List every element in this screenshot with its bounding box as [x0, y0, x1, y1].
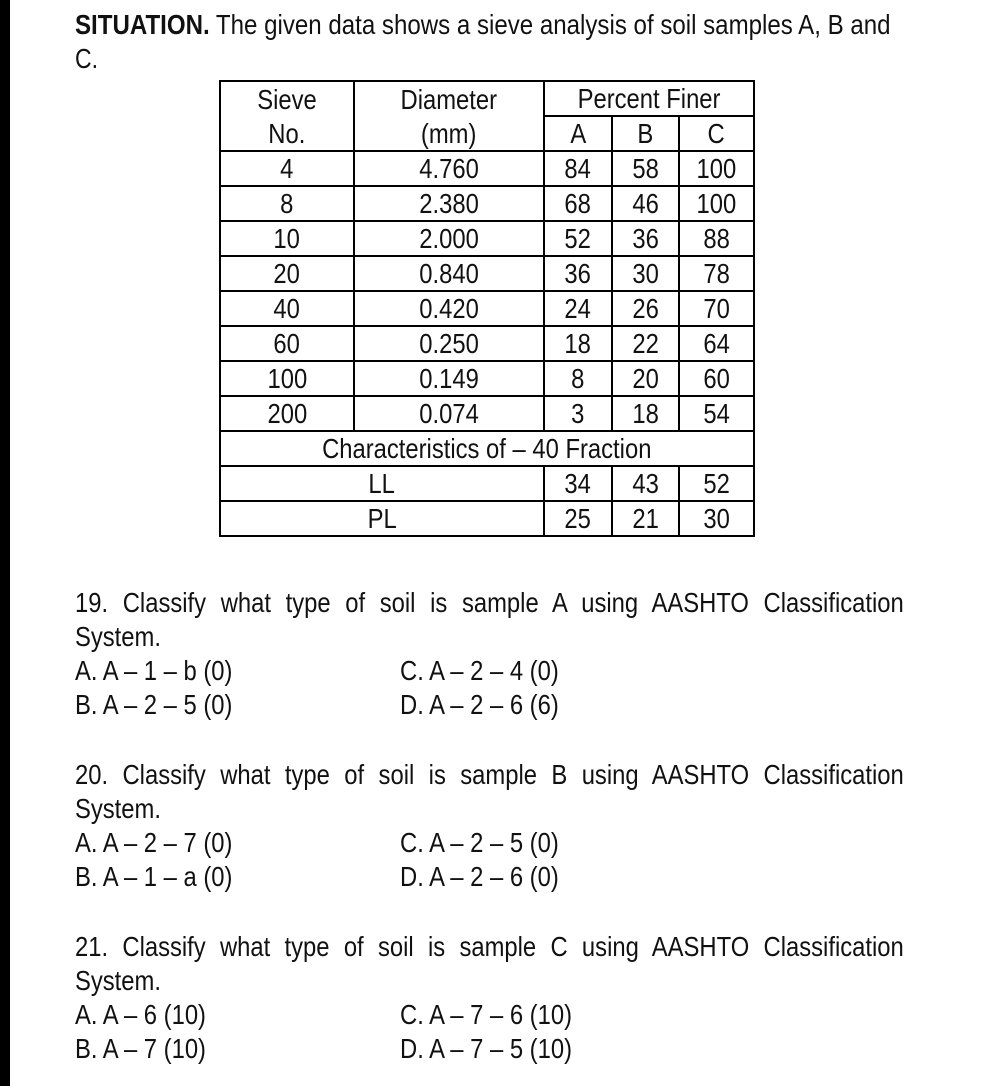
table-cell-a: 18 — [544, 326, 612, 361]
table-row — [220, 186, 754, 221]
table-cell-sieve: 10 — [220, 221, 354, 256]
table-cell-c: 100 — [679, 186, 754, 221]
question-21 — [75, 930, 905, 998]
table-cell-diameter: 2.000 — [354, 221, 544, 256]
table-cell-a: 84 — [544, 151, 612, 186]
pl-a: 25 — [544, 501, 612, 536]
question-20-option-a[interactable]: A. A – 2 – 7 (0) — [75, 827, 233, 858]
ll-a: 34 — [544, 466, 612, 501]
question-21-stem: 21. Classify what type of soil is sample C using AASHTO Classification — [75, 931, 904, 962]
table-cell-c: 78 — [679, 256, 754, 291]
table-cell-c: 100 — [679, 151, 754, 186]
table-cell-a: 24 — [544, 291, 612, 326]
table-row — [220, 151, 754, 186]
table-cell-sieve: 8 — [220, 186, 354, 221]
question-19-option-c[interactable]: C. A – 2 – 4 (0) — [400, 655, 559, 686]
table-cell-a: 8 — [544, 361, 612, 396]
question-20 — [75, 758, 905, 826]
situation-lead: SITUATION. — [75, 9, 210, 40]
pl-c: 30 — [679, 501, 754, 536]
header-col-c: C — [679, 116, 754, 151]
table-cell-b: 58 — [612, 151, 679, 186]
table-row — [220, 326, 754, 361]
table-cell-sieve: 100 — [220, 361, 354, 396]
table-cell-diameter: 0.250 — [354, 326, 544, 361]
question-20-option-b[interactable]: B. A – 1 – a (0) — [75, 861, 233, 892]
header-diameter-line1: Diameter — [354, 81, 544, 116]
table-row — [220, 361, 754, 396]
table-cell-c: 64 — [679, 326, 754, 361]
table-row — [220, 221, 754, 256]
table-cell-sieve: 40 — [220, 291, 354, 326]
question-21-option-d[interactable]: D. A – 7 – 5 (10) — [400, 1033, 572, 1064]
ll-c: 52 — [679, 466, 754, 501]
header-diameter-line2: (mm) — [354, 116, 544, 151]
header-col-b: B — [612, 116, 679, 151]
question-19-option-a[interactable]: A. A – 1 – b (0) — [75, 655, 233, 686]
table-cell-c: 60 — [679, 361, 754, 396]
table-cell-b: 18 — [612, 396, 679, 431]
table-cell-diameter: 0.149 — [354, 361, 544, 396]
question-19-stem: 19. Classify what type of soil is sample A using AASHTO Classification — [75, 587, 904, 618]
pl-row — [220, 501, 754, 536]
table-cell-b: 20 — [612, 361, 679, 396]
table-cell-b: 22 — [612, 326, 679, 361]
table-cell-diameter: 0.420 — [354, 291, 544, 326]
question-21-option-c[interactable]: C. A – 7 – 6 (10) — [400, 999, 572, 1030]
table-cell-diameter: 4.760 — [354, 151, 544, 186]
table-cell-sieve: 4 — [220, 151, 354, 186]
header-col-a: A — [544, 116, 612, 151]
table-cell-diameter: 2.380 — [354, 186, 544, 221]
table-cell-b: 26 — [612, 291, 679, 326]
table-cell-c: 54 — [679, 396, 754, 431]
table-cell-diameter: 0.840 — [354, 256, 544, 291]
table-cell-b: 30 — [612, 256, 679, 291]
situation-paragraph — [75, 8, 975, 76]
characteristics-label: Characteristics of – 40 Fraction — [220, 431, 754, 466]
situation-text-cont: C. — [75, 43, 98, 74]
pl-b: 21 — [612, 501, 679, 536]
question-20-option-d[interactable]: D. A – 2 – 6 (0) — [400, 861, 559, 892]
question-19 — [75, 586, 905, 654]
characteristics-row — [220, 431, 754, 466]
question-19-option-d[interactable]: D. A – 2 – 6 (6) — [400, 689, 559, 720]
table-cell-c: 88 — [679, 221, 754, 256]
question-20-stem-cont: System. — [75, 793, 161, 824]
table-cell-sieve: 200 — [220, 396, 354, 431]
table-cell-a: 3 — [544, 396, 612, 431]
ll-b: 43 — [612, 466, 679, 501]
header-sieve-line2: No. — [220, 116, 354, 151]
table-cell-a: 36 — [544, 256, 612, 291]
table-header-row-2 — [220, 116, 754, 151]
question-20-option-c[interactable]: C. A – 2 – 5 (0) — [400, 827, 559, 858]
header-percent-finer: Percent Finer — [544, 81, 754, 116]
left-edge-bar — [0, 0, 10, 1086]
question-20-stem: 20. Classify what type of soil is sample B using AASHTO Classification — [75, 759, 904, 790]
pl-label: PL — [220, 501, 544, 536]
situation-text: The given data shows a sieve analysis of soil samples A, B and — [215, 9, 891, 40]
table-cell-diameter: 0.074 — [354, 396, 544, 431]
table-row — [220, 396, 754, 431]
ll-row — [220, 466, 754, 501]
table-cell-c: 70 — [679, 291, 754, 326]
table-cell-sieve: 20 — [220, 256, 354, 291]
table-cell-sieve: 60 — [220, 326, 354, 361]
table-header-row-1 — [220, 81, 754, 116]
question-21-option-b[interactable]: B. A – 7 (10) — [75, 1033, 206, 1064]
table-cell-a: 68 — [544, 186, 612, 221]
question-19-stem-cont: System. — [75, 621, 161, 652]
table-row — [220, 291, 754, 326]
question-19-option-b[interactable]: B. A – 2 – 5 (0) — [75, 689, 233, 720]
table-cell-a: 52 — [544, 221, 612, 256]
ll-label: LL — [220, 466, 544, 501]
sieve-analysis-table — [219, 80, 755, 537]
question-21-option-a[interactable]: A. A – 6 (10) — [75, 999, 206, 1030]
header-sieve-line1: Sieve — [220, 81, 354, 116]
question-21-stem-cont: System. — [75, 965, 161, 996]
table-cell-b: 46 — [612, 186, 679, 221]
table-row — [220, 256, 754, 291]
table-cell-b: 36 — [612, 221, 679, 256]
